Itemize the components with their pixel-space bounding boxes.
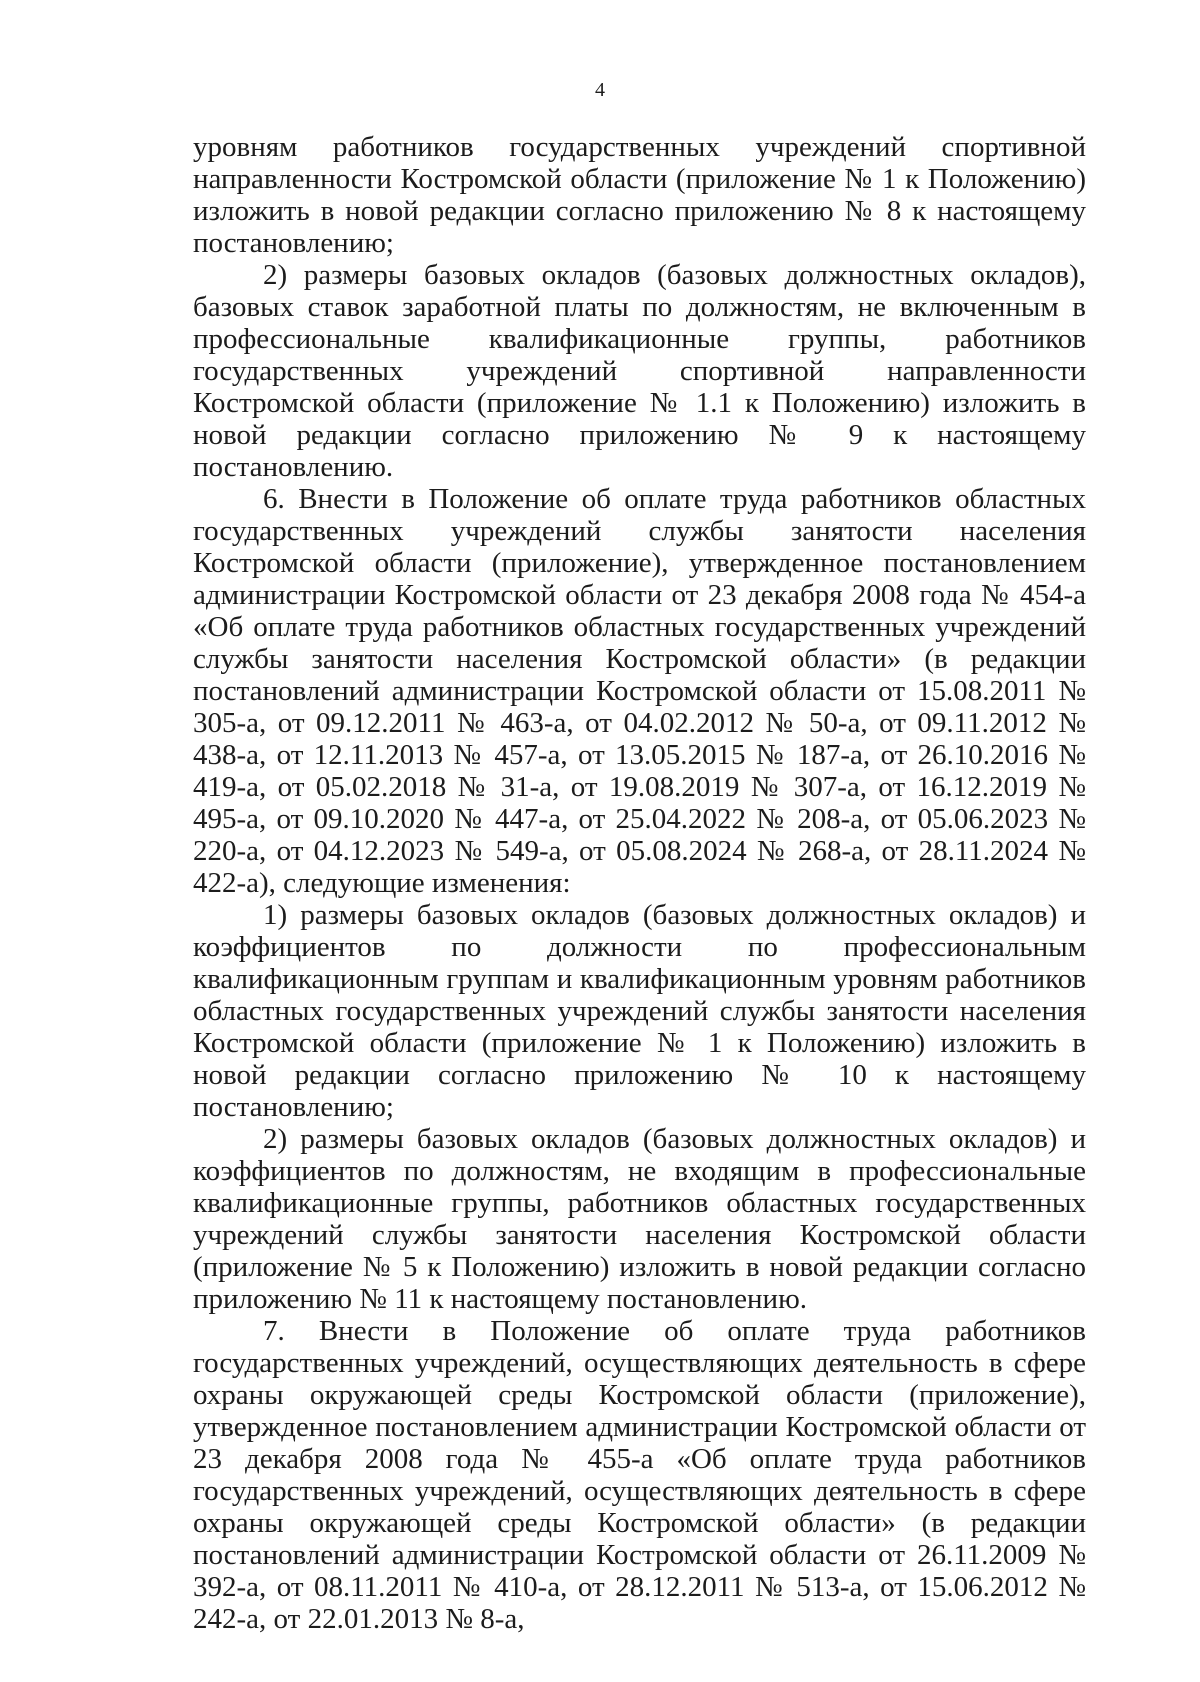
paragraph-continuation: уровням работников государственных учреждений спортивной направленности Костромской области (приложение № 1 к Положению) изложить в новой редакции согласно приложению № 8 к настоящему постановлению; <box>193 131 1086 259</box>
paragraph-item-6-1: 1) размеры базовых окладов (базовых должностных окладов) и коэффициентов по должности по профессиональным квалификационным группам и квалификационным уровням работников областных государственных учреждений службы занятости населения Костромской области (приложение № 1 к Положению) изложить в новой редакции согласно приложению № 10 к настоящему постановлению; <box>193 899 1086 1123</box>
paragraph-item-5-2: 2) размеры базовых окладов (базовых должностных окладов), базовых ставок заработной платы по должностям, не включенным в профессиональные квалификационные группы, работников государственных учреждений спортивной направленности Костромской области (приложение № 1.1 к Положению) изложить в новой редакции согласно приложению № 9 к настоящему постановлению. <box>193 259 1086 483</box>
page-number: 4 <box>595 79 605 101</box>
paragraph-item-6: 6. Внести в Положение об оплате труда работников областных государственных учреждений службы занятости населения Костромской области (приложение), утвержденное постановлением администрации Костромской области от 23 декабря 2008 года № 454-а «Об оплате труда работников областных государственных учреждений службы занятости населения Костромской области» (в редакции постановлений администрации Костромской области от 15.08.2011 № 305-а, от 09.12.2011 № 463-а, от 04.02.2012 № 50-а, от 09.11.2012 № 438-а, от 12.11.2013 № 457-а, от 13.05.2015 № 187-а, от 26.10.2016 № 419-а, от 05.02.2018 № 31-а, от 19.08.2019 № 307-а, от 16.12.2019 № 495-а, от 09.10.2020 № 447-а, от 25.04.2022 № 208-а, от 05.06.2023 № 220-а, от 04.12.2023 № 549-а, от 05.08.2024 № 268-а, от 28.11.2024 № 422-а), следующие изменения: <box>193 483 1086 899</box>
paragraph-item-6-2: 2) размеры базовых окладов (базовых должностных окладов) и коэффициентов по должностям, не входящим в профессиональные квалификационные группы, работников областных государственных учреждений службы занятости населения Костромской области (приложение № 5 к Положению) изложить в новой редакции согласно приложению № 11 к настоящему постановлению. <box>193 1123 1086 1315</box>
document-body <box>193 131 1086 1635</box>
paragraph-item-7: 7. Внести в Положение об оплате труда работников государственных учреждений, осуществляющих деятельность в сфере охраны окружающей среды Костромской области (приложение), утвержденное постановлением администрации Костромской области от 23 декабря 2008 года № 455-а «Об оплате труда работников государственных учреждений, осуществляющих деятельность в сфере охраны окружающей среды Костромской области» (в редакции постановлений администрации Костромской области от 26.11.2009 № 392-а, от 08.11.2011 № 410-а, от 28.12.2011 № 513-а, от 15.06.2012 № 242-а, от 22.01.2013 № 8-а, <box>193 1315 1086 1635</box>
